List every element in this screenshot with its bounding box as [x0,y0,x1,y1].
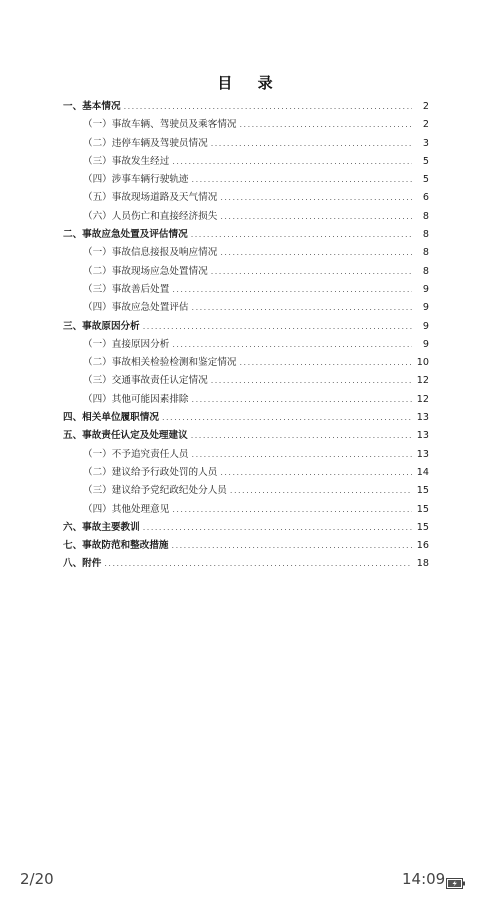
table-of-contents [63,98,429,574]
clock: 14:09 [402,870,446,888]
toc-dot-leader [211,372,412,390]
toc-page-number: 3 [422,137,429,149]
toc-dot-leader [220,189,412,207]
toc-entry-label: （一）事故信息接报及响应情况 [83,247,218,259]
toc-entry-label: 三、事故原因分析 [63,320,140,332]
toc-page-number: 8 [422,247,429,259]
toc-subsection-entry[interactable] [63,244,429,262]
toc-entry-label: （四）事故应急处置评估 [83,302,189,314]
toc-page-number: 8 [422,265,429,277]
toc-dot-leader [230,482,412,500]
toc-page-number: 9 [422,302,429,314]
toc-entry-label: 八、附件 [63,558,102,570]
toc-page-number: 9 [422,320,429,332]
page-indicator: 2/20 [20,870,54,888]
toc-entry-label: （一）直接原因分析 [83,338,170,350]
toc-dot-leader [220,244,412,262]
toc-entry-label: 四、相关单位履职情况 [63,412,159,424]
toc-entry-label: （三）事故善后处置 [83,283,170,295]
toc-dot-leader [192,391,412,409]
toc-entry-label: 六、事故主要教训 [63,521,140,533]
toc-entry-label: （二）事故现场应急处置情况 [83,265,208,277]
toc-entry-label: 一、基本情况 [63,101,121,112]
toc-dot-leader [192,446,412,464]
toc-dot-leader [172,336,412,354]
toc-page-number: 13 [416,448,429,460]
toc-subsection-entry[interactable] [63,446,429,464]
toc-dot-leader [211,135,412,153]
toc-dot-leader [124,98,412,116]
toc-entry-label: （四）其他可能因素排除 [83,393,189,405]
toc-page-number: 6 [422,192,429,204]
toc-entry-label: （一）事故车辆、驾驶员及乘客情况 [83,119,237,131]
toc-page-number: 10 [416,357,429,369]
toc-section-entry[interactable] [63,555,429,573]
toc-section-entry[interactable] [63,427,429,445]
toc-page-number: 16 [416,540,429,552]
toc-entry-label: （三）交通事故责任认定情况 [83,375,208,387]
toc-entry-label: （三）建议给予党纪政纪处分人员 [83,485,227,497]
toc-page-number: 5 [422,155,429,167]
toc-page-number: 13 [416,412,429,424]
toc-subsection-entry[interactable] [63,501,429,519]
toc-entry-label: （二）建议给予行政处罚的人员 [83,466,218,478]
toc-dot-leader [172,281,412,299]
toc-dot-leader [143,318,412,336]
toc-entry-label: （六）人员伤亡和直接经济损失 [83,210,218,222]
toc-subsection-entry[interactable] [63,263,429,281]
toc-dot-leader [220,208,412,226]
toc-section-entry[interactable] [63,226,429,244]
toc-page-number: 5 [422,174,429,186]
toc-page-number: 15 [416,503,429,515]
toc-page-number: 14 [416,466,429,478]
toc-dot-leader [172,501,412,519]
toc-page-number: 2 [422,101,429,112]
toc-dot-leader [104,555,412,573]
toc-section-entry[interactable] [63,519,429,537]
status-bar [0,868,490,892]
toc-subsection-entry[interactable] [63,281,429,299]
toc-entry-label: （一）不予追究责任人员 [83,448,189,460]
toc-subsection-entry[interactable] [63,372,429,390]
toc-subsection-entry[interactable] [63,171,429,189]
toc-dot-leader [240,354,413,372]
toc-section-entry[interactable] [63,98,429,116]
toc-subsection-entry[interactable] [63,482,429,500]
toc-entry-label: （五）事故现场道路及天气情况 [83,192,218,204]
toc-title: 目 录 [217,74,283,92]
toc-page-number: 15 [416,521,429,533]
toc-page-number: 9 [422,283,429,295]
toc-page-number: 2 [422,119,429,131]
toc-page-number: 8 [422,229,429,241]
toc-subsection-entry[interactable] [63,135,429,153]
toc-page-number: 13 [416,430,429,442]
toc-page-number: 12 [416,393,429,405]
toc-subsection-entry[interactable] [63,391,429,409]
toc-dot-leader [240,116,413,134]
toc-page-number: 8 [422,210,429,222]
toc-dot-leader [162,409,412,427]
toc-entry-label: （二）违停车辆及驾驶员情况 [83,137,208,149]
toc-subsection-entry[interactable] [63,189,429,207]
toc-entry-label: （二）事故相关检验检测和鉴定情况 [83,357,237,369]
toc-dot-leader [192,171,412,189]
toc-subsection-entry[interactable] [63,336,429,354]
toc-entry-label: （四）涉事车辆行驶轨迹 [83,174,189,186]
toc-entry-label: 五、事故责任认定及处理建议 [63,430,188,442]
toc-page-number: 9 [422,338,429,350]
toc-dot-leader [143,519,412,537]
toc-dot-leader [172,153,412,171]
toc-section-entry[interactable] [63,318,429,336]
toc-dot-leader [211,263,412,281]
toc-subsection-entry[interactable] [63,116,429,134]
toc-page-number: 15 [416,485,429,497]
toc-subsection-entry[interactable] [63,299,429,317]
toc-page-number: 18 [416,558,429,570]
toc-dot-leader [191,226,412,244]
toc-dot-leader [172,537,412,555]
toc-entry-label: 二、事故应急处置及评估情况 [63,229,188,241]
toc-entry-label: （三）事故发生经过 [83,155,170,167]
toc-dot-leader [191,427,412,445]
toc-dot-leader [220,464,412,482]
toc-entry-label: 七、事故防范和整改措施 [63,540,169,552]
toc-subsection-entry[interactable] [63,208,429,226]
battery-charging-icon [446,874,466,885]
toc-subsection-entry[interactable] [63,354,429,372]
toc-subsection-entry[interactable] [63,153,429,171]
toc-entry-label: （四）其他处理意见 [83,503,170,515]
toc-dot-leader [192,299,412,317]
toc-section-entry[interactable] [63,409,429,427]
toc-section-entry[interactable] [63,537,429,555]
toc-page-number: 12 [416,375,429,387]
toc-subsection-entry[interactable] [63,464,429,482]
